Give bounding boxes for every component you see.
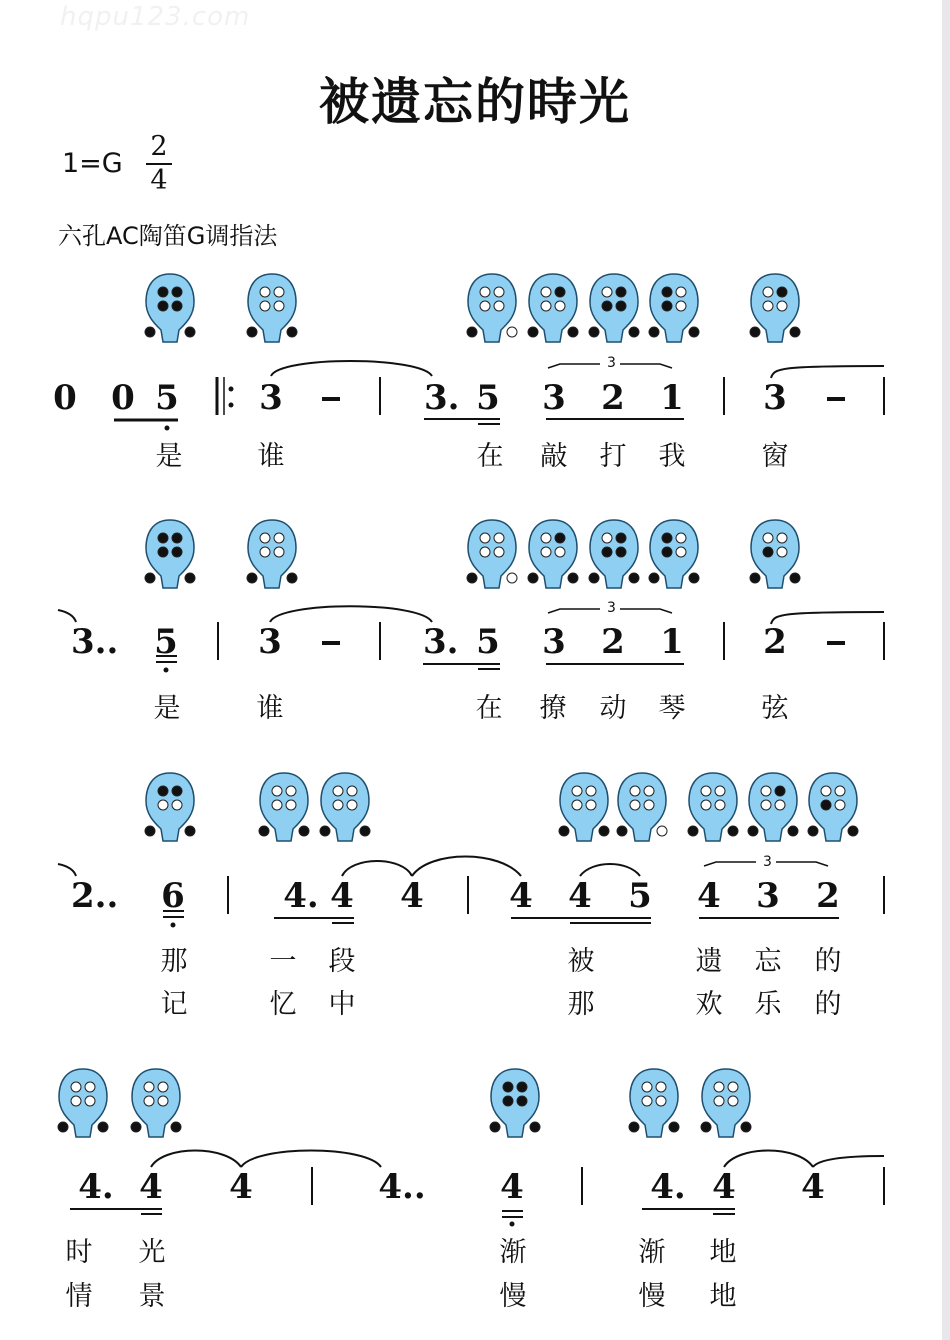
note: 4.: [650, 1167, 686, 1207]
note: 6: [161, 876, 185, 916]
page-title: 被遗忘的時光: [319, 73, 631, 131]
note: 2..: [71, 876, 119, 916]
ocarina-fingering-icon: [461, 272, 523, 348]
note: 2: [763, 622, 787, 662]
lyric: 琴: [658, 693, 686, 724]
lyric: 地: [709, 1281, 737, 1312]
low-octave-dot: [510, 1222, 515, 1227]
note: 5: [628, 876, 652, 916]
lyric: 敲: [540, 441, 568, 472]
ocarina-fingering-icon: [314, 771, 376, 847]
lyric: 忆: [269, 989, 297, 1020]
triplet-bracket: [548, 609, 672, 613]
note: 1: [660, 622, 684, 662]
note: 4: [801, 1167, 825, 1207]
lyric: 乐: [754, 989, 782, 1020]
lyric: 打: [599, 441, 627, 472]
lyric: 渐: [499, 1237, 527, 1268]
lyric: 谁: [257, 441, 285, 472]
note: 3: [763, 378, 787, 418]
note: 5: [154, 622, 178, 662]
note: 3: [258, 622, 282, 662]
lyric: 情: [65, 1281, 93, 1312]
note: 3: [542, 378, 566, 418]
lyric: 时: [65, 1237, 93, 1268]
ocarina-fingering-icon: [682, 771, 744, 847]
note: 4: [400, 876, 424, 916]
note: 2: [601, 622, 625, 662]
note: 4: [509, 876, 533, 916]
lyric: 窗: [761, 441, 789, 472]
note: 3.: [423, 622, 459, 662]
lyric: 记: [160, 989, 188, 1020]
ocarina-fingering-icon: [643, 518, 705, 594]
ocarina-fingering-icon: [241, 272, 303, 348]
lyric: 忘: [754, 946, 782, 977]
lyric: 慢: [499, 1281, 527, 1312]
note: 3: [542, 622, 566, 662]
note: 5: [155, 378, 179, 418]
ocarina-fingering-icon: [623, 1067, 685, 1143]
lyric: 那: [567, 989, 595, 1020]
note: 5: [476, 378, 500, 418]
tie-slur: [724, 1151, 813, 1168]
note: 4..: [378, 1167, 426, 1207]
tie-slur: [342, 861, 412, 876]
note: 4.: [283, 876, 319, 916]
lyric: 在: [476, 441, 504, 472]
note: 4: [139, 1167, 163, 1207]
triplet-bracket: [548, 364, 672, 368]
lyric: 那: [160, 946, 188, 977]
ocarina-fingering-icon: [583, 272, 645, 348]
lyric: 被: [567, 946, 595, 977]
ocarina-fingering-icon: [484, 1067, 546, 1143]
ocarina-fingering-icon: [695, 1067, 757, 1143]
low-octave-dot: [165, 426, 170, 431]
note: 3: [756, 876, 780, 916]
tie-slur: [813, 1156, 884, 1167]
ocarina-fingering-icon: [461, 518, 523, 594]
repeat-dot: [229, 403, 234, 408]
ocarina-fingering-icon: [139, 771, 201, 847]
lyric: 的: [814, 946, 842, 977]
lyric: 在: [475, 693, 503, 724]
note: 1: [660, 378, 684, 418]
lyric: 欢: [695, 989, 723, 1020]
instrument-note: 六孔AC陶笛G调指法: [58, 222, 278, 250]
ocarina-fingering-icon: [553, 771, 615, 847]
lyric: 谁: [256, 693, 284, 724]
note: 2: [816, 876, 840, 916]
note: 3..: [71, 622, 119, 662]
low-octave-dot: [164, 668, 169, 673]
ocarina-fingering-icon: [522, 518, 584, 594]
lyric: 一: [269, 946, 297, 977]
lyric: 光: [138, 1237, 166, 1268]
note: 4: [712, 1167, 736, 1207]
ocarina-fingering-icon: [611, 771, 673, 847]
lyric: 景: [138, 1281, 166, 1312]
time-signature-top: 2: [150, 131, 168, 162]
note: 4: [697, 876, 721, 916]
ocarina-fingering-icon: [802, 771, 864, 847]
tie-slur: [270, 606, 432, 622]
lyric: 是: [155, 441, 183, 472]
note: 4.: [78, 1167, 114, 1207]
triplet-mark: 3: [763, 854, 772, 870]
low-octave-dot: [171, 923, 176, 928]
tie-slur: [241, 1151, 381, 1168]
ocarina-fingering-icon: [742, 771, 804, 847]
note: 3: [259, 378, 283, 418]
time-signature-bottom: 4: [150, 165, 168, 196]
watermark: hqpu123.com: [60, 2, 251, 32]
ocarina-fingering-icon: [744, 272, 806, 348]
lyric: 撩: [539, 693, 567, 724]
ocarina-fingering-icon: [139, 272, 201, 348]
note: 0: [53, 378, 77, 418]
tie-slur: [771, 612, 884, 624]
key-signature: 1=G: [62, 148, 123, 179]
ocarina-fingering-icon: [744, 518, 806, 594]
lyric: 渐: [638, 1237, 666, 1268]
note: 5: [476, 622, 500, 662]
lyric: 地: [709, 1237, 737, 1268]
ocarina-fingering-icon: [643, 272, 705, 348]
ocarina-fingering-icon: [139, 518, 201, 594]
ocarina-fingering-icon: [125, 1067, 187, 1143]
note: 0: [111, 378, 135, 418]
triplet-mark: 3: [607, 355, 616, 371]
triplet-bracket: [704, 862, 828, 866]
tie-slur: [151, 1151, 241, 1168]
note: 4: [330, 876, 354, 916]
note: 4: [568, 876, 592, 916]
repeat-dot: [229, 387, 234, 392]
triplet-mark: 3: [607, 600, 616, 616]
note: 4: [229, 1167, 253, 1207]
lyric: 慢: [638, 1281, 666, 1312]
lyric: 中: [328, 989, 356, 1020]
lyric: 是: [153, 693, 181, 724]
ocarina-fingering-icon: [583, 518, 645, 594]
lyric: 的: [814, 989, 842, 1020]
tie-slur: [58, 864, 76, 876]
lyric: 弦: [761, 693, 789, 724]
tie-slur: [771, 366, 884, 378]
tie-slur: [580, 864, 640, 876]
note: 2: [601, 378, 625, 418]
tie-slur: [412, 857, 521, 877]
ocarina-fingering-icon: [522, 272, 584, 348]
ocarina-fingering-icon: [52, 1067, 114, 1143]
lyric: 段: [328, 946, 356, 977]
note: 3.: [424, 378, 460, 418]
tie-slur: [58, 610, 76, 622]
tie-slur: [271, 361, 432, 376]
lyric: 动: [599, 693, 627, 724]
ocarina-fingering-icon: [241, 518, 303, 594]
lyric: 我: [658, 441, 686, 472]
lyric: 遗: [695, 946, 723, 977]
ocarina-fingering-icon: [253, 771, 315, 847]
note: 4: [500, 1167, 524, 1207]
